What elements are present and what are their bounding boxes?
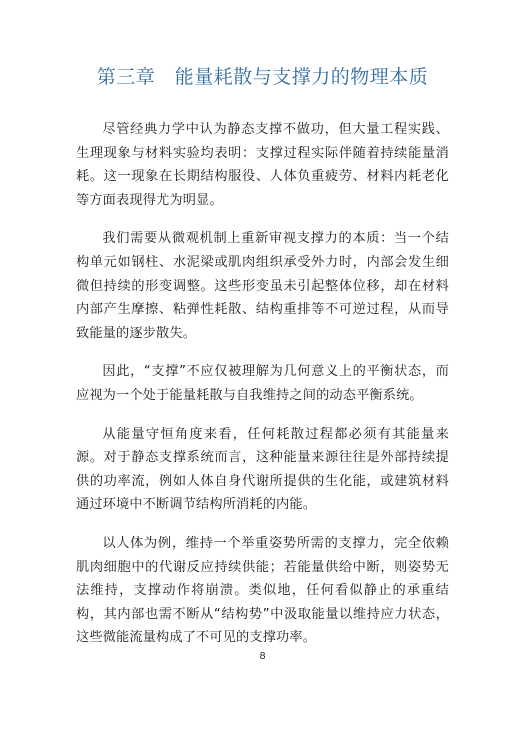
paragraph-4: 从能量守恒角度来看，任何耗散过程都必须有其能量来源。对于静态支撑系统而言，这种能量来源往往是外部持续提供的功率流，例如人体自身代谢所提供的生化能，或建筑材料通过环境中不断调节结构所消耗的内能。 (76, 426, 449, 513)
paragraph-1: 尽管经典力学中认为静态支撑不做功，但大量工程实践、生理现象与材料实验均表明：支撑过程实际伴随着持续能量消耗。这一现象在长期结构服役、人体负重疲劳、材料内耗老化等方面表现得尤为明显。 (76, 122, 449, 208)
chapter-title: 第三章 能量耗散与支撑力的物理本质 (96, 66, 429, 88)
paragraph-5: 以人体为例，维持一个举重姿势所需的支撑力，完全依赖肌肉细胞中的代谢反应持续供能；若能量供给中断，则姿势无法维持，支撑动作将崩溃。类似地，任何看似静止的承重结构，其内部也需不断从“结构势”中汲取能量以维持应力状态，这些微能流量构成了不可见的支撑功率。 (76, 535, 449, 646)
body-text (76, 118, 449, 665)
page-number: 8 (259, 651, 266, 662)
paragraph-3: 因此，“支撑”不应仅被理解为几何意义上的平衡状态，而应视为一个处于能量耗散与自我维持之间的动态平衡系统。 (76, 364, 449, 403)
paragraph-2: 我们需要从微观机制上重新审视支撑力的本质：当一个结构单元如钢柱、水泥梁或肌肉组织承受外力时，内部会发生细微但持续的形变调整。这些形变虽未引起整体位移，却在材料内部产生摩擦、粘弹性耗散、结构重排等不可逆过程，从而导致能量的逐步散失。 (76, 231, 449, 341)
